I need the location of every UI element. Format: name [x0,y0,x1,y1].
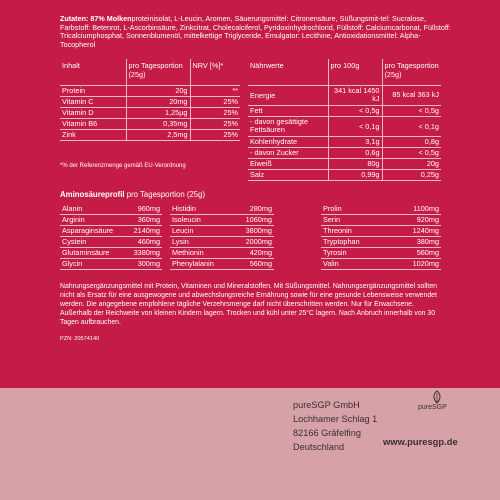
table-cell: 300mg [126,258,162,269]
table-cell: Serin [321,214,390,225]
table-cell: Threonin [321,225,390,236]
table-cell: Phenylalanin [170,258,233,269]
address-line: 82166 Gräfelfing [293,428,361,438]
table-cell: 1,25µg [126,107,190,118]
table-row [60,203,162,214]
table-row [60,118,240,129]
table-cell: < 0,1g [382,116,441,136]
table-row [170,225,274,236]
table-cell: Vitamin D [60,107,126,118]
table-cell: 25% [190,96,240,107]
table-cell: 1100mg [390,203,441,214]
table-cell: 3,1g [328,136,382,147]
table-row [60,247,162,258]
brand-logo-text: pureSGP [418,404,447,411]
table-row [60,107,240,118]
amino-table-2 [170,203,274,270]
table-cell: Tryptophan [321,236,390,247]
table-cell: Vitamin C [60,96,126,107]
pzn-number: PZN: 20574140 [60,336,100,342]
table-cell: 20g [382,158,441,169]
table-cell: 960mg [126,203,162,214]
address-line: Deutschland [293,442,345,452]
table-row [170,247,274,258]
table-cell: Energie [248,85,328,105]
table-cell: 3800mg [233,225,274,236]
table-cell: 25% [190,107,240,118]
table-cell: 360mg [126,214,162,225]
table-cell: 1240mg [390,225,441,236]
table-cell: Cystein [60,236,126,247]
table-cell: 1060mg [233,214,274,225]
table-row [60,96,240,107]
nutrition-values-table [248,59,441,181]
table-cell: Fett [248,105,328,116]
amino-title-rest: pro Tagesportion (25g) [124,190,206,199]
table-row [248,169,441,180]
address-line: Lochhamer Schlag 1 [293,414,378,424]
table-cell: 341 kcal 1450 kJ [328,85,382,105]
table-row [170,203,274,214]
ingredients-pct: 87% Molken [90,14,132,23]
table-cell: - davon Zucker [248,147,328,158]
company-address [293,398,377,454]
table-cell: < 0,1g [328,116,382,136]
nutrients-table [60,59,240,141]
table-cell: 560mg [233,258,274,269]
table-cell: 0,35mg [126,118,190,129]
table-cell: ** [190,85,240,96]
table-cell: 20mg [126,96,190,107]
table-row [248,116,441,136]
table-cell: < 0,5g [382,105,441,116]
table-row [321,247,441,258]
table-row [60,214,162,225]
usage-notes: Nahrungsergänzungsmittel mit Protein, Vitaminen und Mineralstoffen. Mit Süßungsmittel. Nahrungsergänzungsmittel sollten nicht als Ersatz für eine ausgewogene und abwechslungsreiche Ernährung sowie für eine gesunde Lebensweise verwendet werden. Die angegebene empfohlene tägliche Verzehrsmenge darf nicht überschritten werden. Nur für Erwachsene. Außerhalb der Reichweite von kleinen Kindern lagern. Trocken und kühl unter 25°C lagern. Nach Anbruch innerhalb von 30 Tagen aufbrauchen. [60,283,438,326]
table-cell: Glutaminsäure [60,247,126,258]
table-row [248,136,441,147]
table-row [60,258,162,269]
ingredients-list: proteinisolat, L-Leucin, Aromen, Säuerungsmittel: Citronensäure, Süßungsmit-tel: Sucralose, Farbstoff: Betenrot, L-Ascorbinsäure, Zinkcitrat, Cholecalciferol, Pyridoxinhydrochlorid, Füllstoff: Calciumcarbonat, Füllstoff: Tricalciumphosphat, Sonnenblumenöl, mittelkettige Triglyceride, Emulgator: Lecithine, Antioxidationsmittel: Alpha-Tocopherol [60,14,451,49]
table-cell: < 0,5g [382,147,441,158]
table-cell: < 0,5g [328,105,382,116]
nutrition-header-100g: pro 100g [328,59,382,85]
table-row [321,225,441,236]
table-cell: 920mg [390,214,441,225]
footnote: *% der Referenzmenge gemäß EU-Verordnung [60,163,186,169]
table-row [248,147,441,158]
nutrients-header-portion: pro Tagesportion (25g) [126,59,190,85]
table-cell: 1020mg [390,258,441,269]
table-cell: Histidin [170,203,233,214]
nutrients-header-nrv: NRV [%]* [190,59,240,85]
table-cell: Eiweiß [248,158,328,169]
table-cell: Vitamin B6 [60,118,126,129]
table-cell: 0,99g [328,169,382,180]
table-cell: Glycin [60,258,126,269]
table-row [321,236,441,247]
table-row [60,225,162,236]
table-cell: 20g [126,85,190,96]
table-cell: Lysin [170,236,233,247]
table-cell: 25% [190,118,240,129]
table-row [248,85,441,105]
table-cell: Isoleucin [170,214,233,225]
table-row [170,236,274,247]
table-cell: Protein [60,85,126,96]
table-row [248,158,441,169]
table-cell: Tyrosin [321,247,390,258]
table-cell: Kohlenhydrate [248,136,328,147]
ingredients-text [60,15,455,49]
table-row [60,236,162,247]
table-cell: 2140mg [126,225,162,236]
address-line: pureSGP GmbH [293,400,360,410]
ingredients-label: Zutaten: [60,14,89,23]
table-row [170,214,274,225]
table-row [60,85,240,96]
table-cell: Prolin [321,203,390,214]
nutrition-header-portion: pro Tagesportion (25g) [382,59,441,85]
website-link[interactable]: www.puresgp.de [383,436,458,447]
table-cell: Valin [321,258,390,269]
table-cell: Asparaginsäure [60,225,126,236]
table-row [248,105,441,116]
table-cell: Zink [60,129,126,140]
table-cell: Salz [248,169,328,180]
table-cell: 85 kcal 363 kJ [382,85,441,105]
table-row [321,258,441,269]
table-cell: 380mg [390,236,441,247]
table-cell: 80g [328,158,382,169]
table-cell: 2,5mg [126,129,190,140]
table-cell: 420mg [233,247,274,258]
table-cell: 560mg [390,247,441,258]
table-row [170,258,274,269]
table-cell: 280mg [233,203,274,214]
table-row [321,214,441,225]
table-cell: - davon gesättigte Fettsäuren [248,116,328,136]
amino-title-bold: Aminosäureprofil [60,190,125,199]
table-cell: Leucin [170,225,233,236]
leaf-logo-icon [431,390,443,404]
table-cell: 0,6g [328,147,382,158]
table-cell: 25% [190,129,240,140]
table-row [321,203,441,214]
table-cell: Alanin [60,203,126,214]
amino-table-1 [60,203,162,270]
table-cell: 3380mg [126,247,162,258]
nutrients-header-content: Inhalt [60,59,126,85]
amino-table-3 [321,203,441,270]
table-cell: 460mg [126,236,162,247]
nutrition-header-name: Nährwerte [248,59,328,85]
table-cell: Arginin [60,214,126,225]
table-cell: Methionin [170,247,233,258]
table-cell: 0,8g [382,136,441,147]
table-cell: 2000mg [233,236,274,247]
table-cell: 0,25g [382,169,441,180]
table-row [60,129,240,140]
amino-title [60,190,205,199]
